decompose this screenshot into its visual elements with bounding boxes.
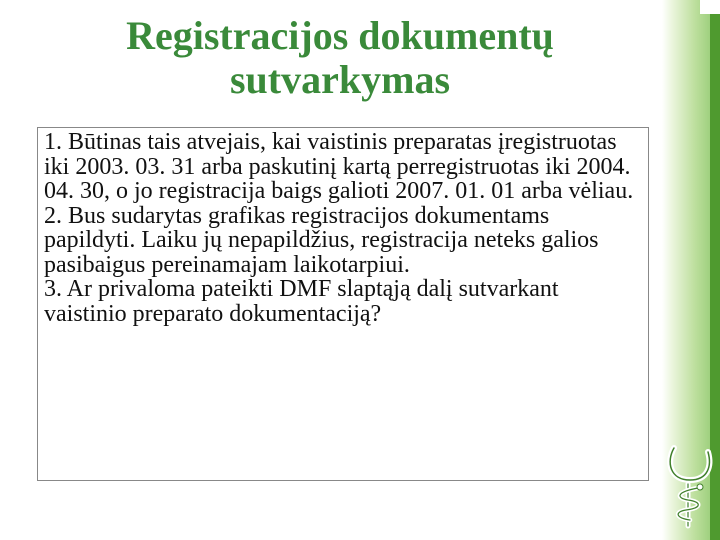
slide-title — [60, 14, 620, 102]
content-box — [37, 127, 649, 481]
slide-title-line-2: sutvarkymas — [229, 57, 451, 102]
list-item-1: 1. Būtinas tais atvejais, kai vaistinis preparatas įregistruotas iki 2003. 03. 31 arba paskutinį kartą perregistruotas iki 2004. 04. 30, o jo registracija baigs galioti 2007. 01. 01 arba vėliau. — [44, 129, 634, 204]
bowl-of-hygieia-icon — [664, 440, 716, 532]
list-item-3: 3. Ar privaloma pateikti DMF slaptąją dalį sutvarkant vaistinio preparato dokumentaciją? — [44, 276, 559, 327]
decorative-band-notch — [700, 0, 720, 14]
list-item-2: 2. Bus sudarytas grafikas registracijos dokumentams papildyti. Laiku jų nepapildžius, registracija neteks galios pasibaigus pereinamajam laikotarpiui. — [44, 202, 599, 278]
slide-title-line-1: Registracijos dokumentų — [126, 13, 554, 58]
